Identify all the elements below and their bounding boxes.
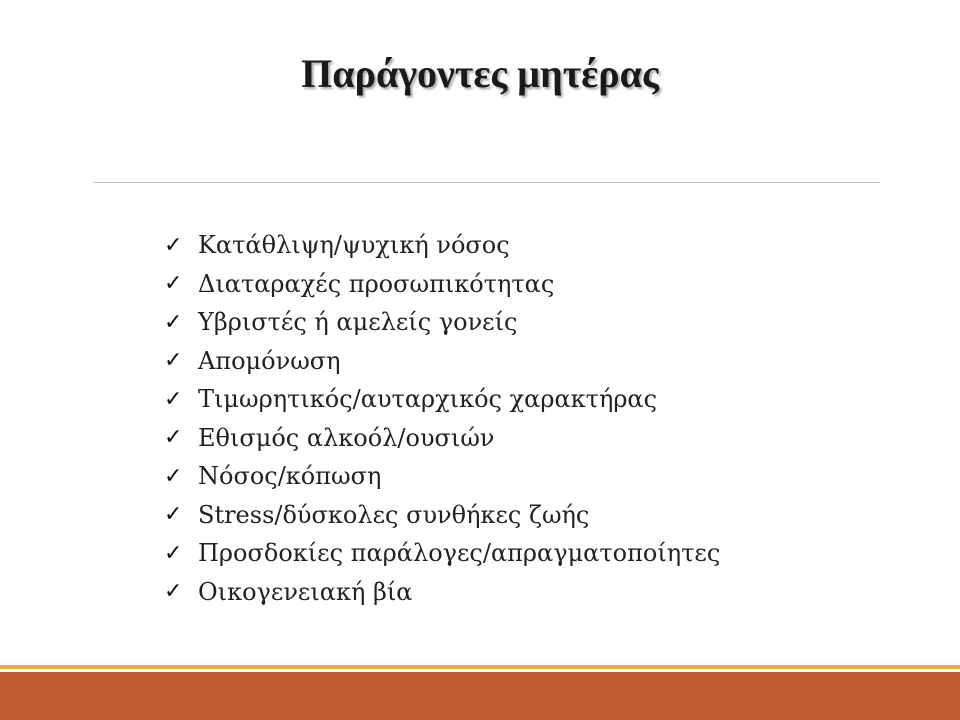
footer-accent-line bbox=[0, 665, 960, 669]
list-item-label: Εθισμός αλκοόλ/ουσιών bbox=[198, 423, 495, 452]
list-item-label: Υβριστές ή αμελείς γονείς bbox=[198, 308, 518, 337]
list-item-label: Κατάθλιψη/ψυχική νόσος bbox=[198, 231, 510, 260]
list-item bbox=[164, 380, 720, 419]
list-item bbox=[164, 265, 720, 304]
list-item bbox=[164, 534, 720, 573]
list-item-label: Νόσος/κόπωση bbox=[198, 462, 382, 491]
list-item bbox=[164, 573, 720, 612]
check-mark-icon: ✓ bbox=[164, 540, 183, 566]
check-mark-icon: ✓ bbox=[164, 271, 183, 297]
factor-list bbox=[164, 226, 720, 611]
list-item-label: Προσδοκίες παράλογες/απραγματοποίητες bbox=[198, 539, 721, 568]
list-item-label: Απομόνωση bbox=[198, 346, 341, 375]
list-item-label: Stress/δύσκολες συνθήκες ζωής bbox=[198, 500, 590, 529]
slide-title: Παράγοντες μητέρας bbox=[301, 51, 659, 96]
list-item-label: Τιμωρητικός/αυταρχικός χαρακτήρας bbox=[198, 385, 658, 414]
footer-band bbox=[0, 672, 960, 720]
check-mark-icon: ✓ bbox=[164, 463, 183, 489]
check-mark-icon: ✓ bbox=[164, 579, 183, 605]
list-item bbox=[164, 457, 720, 496]
check-mark-icon: ✓ bbox=[164, 386, 183, 412]
list-item bbox=[164, 496, 720, 535]
list-item-label: Διαταραχές προσωπικότητας bbox=[198, 269, 555, 298]
check-mark-icon: ✓ bbox=[164, 232, 183, 258]
list-item bbox=[164, 226, 720, 265]
list-item-label: Οικογενειακή βία bbox=[198, 577, 413, 606]
list-item bbox=[164, 342, 720, 381]
check-mark-icon: ✓ bbox=[164, 348, 183, 374]
list-item bbox=[164, 303, 720, 342]
check-mark-icon: ✓ bbox=[164, 425, 183, 451]
check-mark-icon: ✓ bbox=[164, 309, 183, 335]
title-divider bbox=[94, 182, 880, 183]
list-item bbox=[164, 419, 720, 458]
check-mark-icon: ✓ bbox=[164, 502, 183, 528]
